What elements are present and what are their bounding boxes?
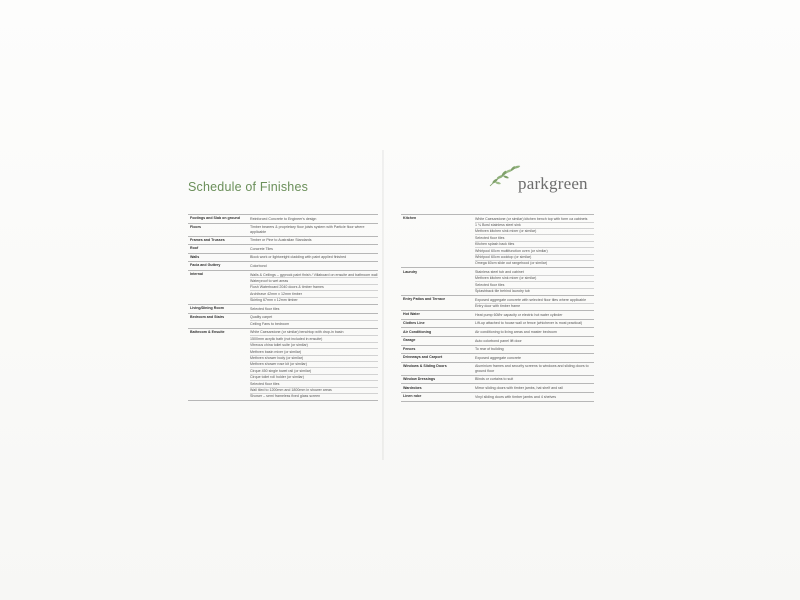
table-row <box>401 337 594 346</box>
row-values <box>473 296 594 311</box>
finish-item: Block work or lightweight cladding with paint applied finished <box>250 255 347 260</box>
row-label: Windows & Sliding Doors <box>401 362 473 375</box>
finish-item: Timber bearers & proprietary floor joists system with Particle floor where applicable <box>250 225 365 234</box>
table-row <box>188 305 378 314</box>
row-label: Laundry <box>401 268 473 296</box>
finish-item: Stainless steel tub and cabinet <box>475 270 524 275</box>
row-values <box>248 253 378 262</box>
row-values <box>473 384 594 393</box>
finish-item: White Caesarstone (or similar) benchtop with drop-in basin <box>250 330 344 335</box>
row-label: Hot Water <box>401 311 473 320</box>
row-label: Window Dressings <box>401 375 473 384</box>
row-values <box>473 345 594 354</box>
finish-item: Selected floor tiles <box>250 306 280 311</box>
finish-item: Selected floor tiles <box>250 380 378 386</box>
finish-item: Timber or Pine to Australian Standards <box>250 238 312 243</box>
finish-item: Air conditioning to living areas and master bedroom <box>475 330 557 335</box>
finish-item: Methven basin mixer (or similar) <box>250 348 378 354</box>
row-values <box>473 375 594 384</box>
row-label: Floors <box>188 223 248 236</box>
finish-item: Cirque 450 single towel rail (or similar) <box>250 367 378 373</box>
row-label: Frames and Trusses <box>188 236 248 245</box>
row-label: Walls <box>188 253 248 262</box>
row-label: Bedroom and Stairs <box>188 313 248 328</box>
table-row <box>188 262 378 271</box>
finish-item: Whirlpool 60cm multifunction oven (or similar) <box>475 247 594 253</box>
finish-item: Ceiling Fans to bedroom <box>250 320 378 326</box>
finish-item: Entry door with timber frame <box>475 303 594 309</box>
row-label: Air Conditioning <box>401 328 473 337</box>
row-label: Wardrobes <box>401 384 473 393</box>
row-label: Kitchen <box>401 215 473 268</box>
row-values <box>473 337 594 346</box>
finish-item: Selected floor tiles <box>475 234 594 240</box>
page-fold <box>382 150 384 460</box>
finish-item: Blinds or curtains to suit <box>475 377 514 382</box>
finish-item: Architrave 42mm x 12mm timber <box>250 290 378 296</box>
table-row <box>188 328 378 401</box>
table-row <box>188 245 378 254</box>
finish-item: Auto colorbond panel lift door <box>475 338 522 343</box>
row-values <box>473 268 594 296</box>
finish-item: Reinforced Concrete to Engineer's design <box>250 216 317 221</box>
row-label: Driveways and Carport <box>401 354 473 363</box>
row-label: Living/Dining Room <box>188 305 248 314</box>
table-row <box>401 311 594 320</box>
table-row <box>188 270 378 304</box>
finish-item: Whirlpool 60cm cooktop (or similar) <box>475 254 594 260</box>
table-row <box>188 215 378 224</box>
finish-item: Mirror sliding doors with timber jambs, hat shelf and rail <box>475 386 563 390</box>
table-row <box>188 253 378 262</box>
table-row <box>401 362 594 375</box>
row-label: Linen robe <box>401 393 473 402</box>
finish-item: 1 ¾ Bowl stainless steel sink <box>475 222 594 228</box>
row-values <box>248 313 378 328</box>
table-row <box>401 393 594 402</box>
finish-item: Quality carpet <box>250 315 273 320</box>
finish-item: Methven kitchen sink mixer (or similar) <box>475 228 594 234</box>
finishes-table-right <box>401 214 594 402</box>
finish-item: Cirque toilet roll holder (or similar) <box>250 374 378 380</box>
finish-item: Vinyl sliding doors with timber jambs and 4 shelves <box>475 394 557 399</box>
row-values <box>248 305 378 314</box>
table-row <box>401 375 594 384</box>
row-values <box>473 354 594 363</box>
row-values <box>473 319 594 328</box>
finish-item: Selected floor tiles <box>475 281 594 287</box>
finish-item: White Caesarstone (or similar) kitchen bench top with form ca cabinets <box>475 216 588 221</box>
finish-item: Splashback tile behind laundry tub <box>475 288 594 294</box>
finish-item: Walls & Ceilings – gyprock paint finish / Villaboard on ensuite and bathroom wall <box>250 272 378 277</box>
row-label: Garage <box>401 337 473 346</box>
finish-item: Methven kitchen sink mixer (or similar) <box>475 275 594 281</box>
finish-item: Waterproof to wet areas <box>250 277 378 283</box>
row-label: Footings and Slab on ground <box>188 215 248 224</box>
row-label: Roof <box>188 245 248 254</box>
row-values <box>248 223 378 236</box>
row-values <box>248 262 378 271</box>
finish-item: To rear of building <box>475 347 504 352</box>
row-values <box>473 328 594 337</box>
table-row <box>188 223 378 236</box>
finish-item: Skirting 67mm x 12mm timber <box>250 297 378 303</box>
parkgreen-logo <box>486 160 626 200</box>
finish-item: Colorbond <box>250 263 267 268</box>
finish-item: Flush Waterboard 2040 doors & timber frames <box>250 284 378 290</box>
finishes-table-left <box>188 214 378 401</box>
schedule-title: Schedule of Finishes <box>188 180 309 194</box>
row-values <box>473 215 594 268</box>
table-row <box>188 236 378 245</box>
finish-item: Exposed aggregate concrete <box>475 355 521 360</box>
row-values <box>473 362 594 375</box>
row-values <box>248 236 378 245</box>
row-values <box>248 270 378 304</box>
finish-item: Aluminium frames and security screens to windows and sliding doors to ground floor <box>475 364 589 373</box>
row-values <box>473 393 594 402</box>
row-label: Facia and Guttery <box>188 262 248 271</box>
row-label: Entry Patios and Terrace <box>401 296 473 311</box>
finish-item: Heat pump 60l/hr capacity or electric hot water cylinder <box>475 312 563 317</box>
table-row <box>401 328 594 337</box>
table-row <box>401 384 594 393</box>
row-values <box>473 311 594 320</box>
row-label: Fences <box>401 345 473 354</box>
table-row <box>188 313 378 328</box>
finish-item: Methven shower body (or similar) <box>250 355 378 361</box>
row-label: Internal <box>188 270 248 304</box>
row-values <box>248 245 378 254</box>
table-row <box>401 354 594 363</box>
finish-item: Omega 60cm slide out rangehood (or similar) <box>475 260 594 266</box>
row-label: Bathroom & Ensuite <box>188 328 248 401</box>
row-values <box>248 215 378 224</box>
finish-item: Exposed aggregate concrete with selected floor tiles where applicable <box>475 297 587 302</box>
finish-item: 1500mm acrylic bath (not included in ensuite) <box>250 335 378 341</box>
table-row <box>401 215 594 268</box>
table-row <box>401 268 594 296</box>
row-label: Clothes Line <box>401 319 473 328</box>
table-row <box>401 296 594 311</box>
table-row <box>401 345 594 354</box>
finish-item: Wall tiled to 1200mm and 1800mm in shower areas <box>250 387 378 393</box>
brand-wordmark: parkgreen <box>518 174 588 193</box>
finish-item: Shower – semi frameless fixed glass screen <box>250 393 378 399</box>
finish-item: Lift-up attached to house wall or fence (whichever is most practical) <box>475 321 583 326</box>
finish-item: Methven shower rose kit (or similar) <box>250 361 378 367</box>
finish-item: Concrete Tiles <box>250 246 273 251</box>
row-values <box>248 328 378 401</box>
finish-item: Kitchen splash back tiles <box>475 241 594 247</box>
table-row <box>401 319 594 328</box>
finish-item: Vitreous china toilet suite (or similar) <box>250 342 378 348</box>
